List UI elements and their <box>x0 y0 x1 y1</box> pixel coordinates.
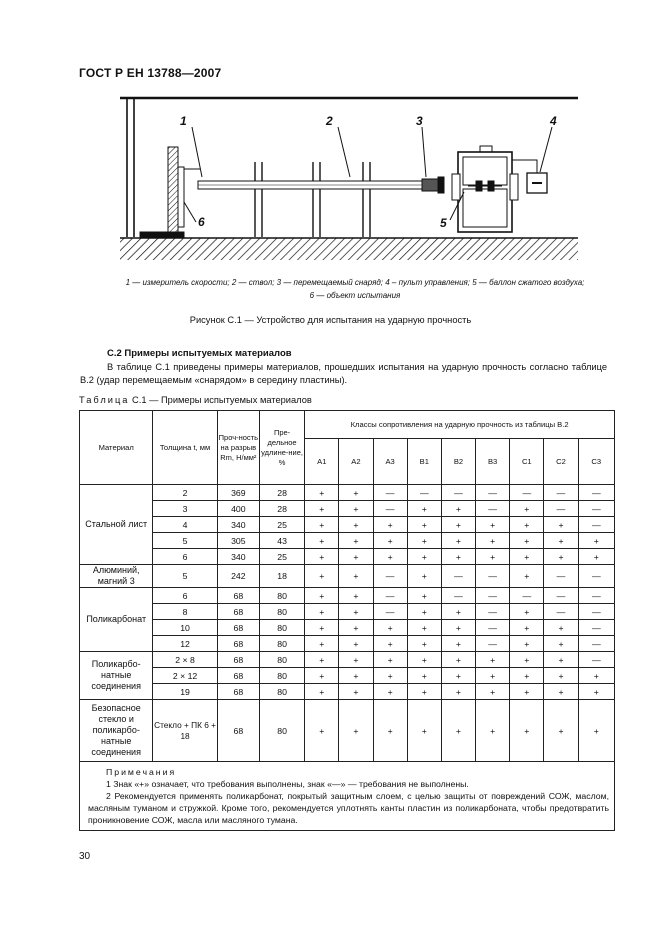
class-result-cell: + <box>373 700 407 762</box>
class-result-cell: + <box>373 517 407 533</box>
class-result-cell: + <box>441 684 475 700</box>
class-result-cell: + <box>407 668 441 684</box>
header-class-c1 <box>510 439 544 485</box>
class-result-cell: + <box>441 652 475 668</box>
elongation-cell: 80 <box>259 604 304 620</box>
class-result-cell: — <box>476 501 510 517</box>
class-result-cell: + <box>441 700 475 762</box>
strength-cell: 305 <box>217 533 259 549</box>
class-result-cell: + <box>305 604 339 620</box>
class-result-cell: + <box>441 636 475 652</box>
class-result-cell: — <box>407 485 441 501</box>
class-result-cell: + <box>510 700 544 762</box>
table-caption-text: С.1 — Примеры испытуемых материалов <box>129 395 312 405</box>
table-row <box>80 501 615 517</box>
header-classes: Классы сопротивления на ударную прочность из таблицы В.2 <box>305 411 615 439</box>
class-result-cell: — <box>373 565 407 588</box>
thickness-cell: 6 <box>153 588 217 604</box>
class-result-cell: + <box>441 604 475 620</box>
header-material: Материал <box>80 411 153 485</box>
class-result-cell: + <box>305 517 339 533</box>
class-result-cell: — <box>373 485 407 501</box>
class-result-cell: + <box>305 620 339 636</box>
callout-4: 4 <box>550 114 557 128</box>
class-result-cell: + <box>544 517 578 533</box>
strength-cell: 369 <box>217 485 259 501</box>
class-result-cell: + <box>339 485 373 501</box>
callout-1: 1 <box>180 114 187 128</box>
strength-cell: 68 <box>217 604 259 620</box>
callout-6: 6 <box>198 215 205 229</box>
class-result-cell: + <box>305 565 339 588</box>
table-caption-prefix: Таблица <box>79 395 130 405</box>
elongation-cell: 28 <box>259 501 304 517</box>
class-label: B1 <box>419 456 429 466</box>
thickness-cell: 6 <box>153 549 217 565</box>
table-body <box>80 485 615 762</box>
thickness-cell: 4 <box>153 517 217 533</box>
class-result-cell: + <box>578 700 614 762</box>
class-result-cell: + <box>339 588 373 604</box>
class-result-cell: + <box>339 565 373 588</box>
strength-cell: 68 <box>217 620 259 636</box>
elongation-cell: 25 <box>259 517 304 533</box>
class-result-cell: — <box>544 501 578 517</box>
projectile <box>422 179 438 191</box>
class-result-cell: + <box>476 549 510 565</box>
class-result-cell: — <box>544 588 578 604</box>
class-result-cell: — <box>476 485 510 501</box>
table-row <box>80 668 615 684</box>
class-result-cell: + <box>339 636 373 652</box>
strength-cell: 340 <box>217 517 259 533</box>
elongation-cell: 18 <box>259 565 304 588</box>
table-row <box>80 549 615 565</box>
thickness-cell: 5 <box>153 565 217 588</box>
thickness-cell: 2 × 8 <box>153 652 217 668</box>
strength-cell: 68 <box>217 700 259 762</box>
header-thickness: Толщина t, мм <box>153 411 217 485</box>
figure-caption: Рисунок С.1 — Устройство для испытания на ударную прочность <box>189 315 472 325</box>
elongation-cell: 80 <box>259 636 304 652</box>
class-result-cell: + <box>339 668 373 684</box>
class-result-cell: — <box>373 588 407 604</box>
class-result-cell: + <box>339 652 373 668</box>
class-result-cell: — <box>578 636 614 652</box>
class-result-cell: — <box>578 604 614 620</box>
ground-hatch <box>120 238 578 260</box>
class-result-cell: + <box>305 684 339 700</box>
class-result-cell: + <box>373 684 407 700</box>
elongation-cell: 80 <box>259 588 304 604</box>
class-result-cell: + <box>544 636 578 652</box>
class-result-cell: + <box>407 620 441 636</box>
thickness-cell: 5 <box>153 533 217 549</box>
class-result-cell: + <box>441 668 475 684</box>
material-cell: Безопасное стекло и поликарбо-натные соединения <box>80 700 153 762</box>
class-result-cell: — <box>441 588 475 604</box>
class-result-cell: — <box>441 485 475 501</box>
class-result-cell: — <box>578 652 614 668</box>
class-result-cell: — <box>544 485 578 501</box>
table-row <box>80 565 615 588</box>
class-result-cell: + <box>510 604 544 620</box>
table-row <box>80 684 615 700</box>
class-result-cell: + <box>544 549 578 565</box>
class-label: B3 <box>487 456 498 466</box>
class-result-cell: + <box>339 604 373 620</box>
class-result-cell: — <box>373 604 407 620</box>
table-row <box>80 700 615 762</box>
class-result-cell: + <box>510 501 544 517</box>
class-result-cell: + <box>407 700 441 762</box>
note-2: 2 Рекомендуется применять поликарбонат, покрытый защитным слоем, с целью защиты от повреждений СОЖ, маслом, масляным туманом и стружкой. Кроме того, рекомендуется уплотнять канты пластин из поликарбоната, чтобы предотвратить проникновение СОЖ, масла или масляного тумана. <box>88 791 609 825</box>
legend-line-2: 6 — объект испытания <box>309 291 401 300</box>
thickness-cell: Стекло + ПК 6 + 18 <box>153 700 217 762</box>
class-result-cell: — <box>476 565 510 588</box>
class-result-cell: — <box>476 636 510 652</box>
class-result-cell: — <box>578 501 614 517</box>
table-caption <box>79 395 312 405</box>
class-result-cell: — <box>578 565 614 588</box>
class-result-cell: + <box>510 652 544 668</box>
impact-test-figure <box>100 92 600 262</box>
thickness-cell: 10 <box>153 620 217 636</box>
table-notes <box>80 762 615 831</box>
class-result-cell: + <box>305 700 339 762</box>
class-result-cell: + <box>544 668 578 684</box>
class-result-cell: — <box>578 517 614 533</box>
table-row <box>80 620 615 636</box>
table-row <box>80 517 615 533</box>
header-class-b1 <box>407 439 441 485</box>
class-result-cell: + <box>441 533 475 549</box>
section-title: С.2 Примеры испытуемых материалов <box>107 348 292 359</box>
strength-cell: 68 <box>217 652 259 668</box>
class-result-cell: + <box>407 565 441 588</box>
class-result-cell: — <box>476 604 510 620</box>
table-row <box>80 636 615 652</box>
class-label: C2 <box>556 456 566 466</box>
class-result-cell: + <box>578 684 614 700</box>
strength-cell: 400 <box>217 501 259 517</box>
callout-5: 5 <box>440 216 447 230</box>
material-cell: Поликарбонат <box>80 588 153 652</box>
class-result-cell: + <box>544 533 578 549</box>
class-result-cell: + <box>339 700 373 762</box>
class-result-cell: + <box>339 549 373 565</box>
test-object-stand <box>168 147 178 237</box>
class-result-cell: + <box>305 533 339 549</box>
elongation-cell: 80 <box>259 652 304 668</box>
class-result-cell: + <box>441 517 475 533</box>
class-result-cell: — <box>476 620 510 636</box>
callout-3: 3 <box>416 114 423 128</box>
class-result-cell: + <box>407 501 441 517</box>
class-result-cell: + <box>407 533 441 549</box>
class-result-cell: + <box>305 636 339 652</box>
class-label: C3 <box>591 456 602 466</box>
standard-header: ГОСТ Р ЕН 13788—2007 <box>79 66 222 80</box>
class-result-cell: + <box>476 533 510 549</box>
class-label: C1 <box>521 456 532 466</box>
strength-cell: 68 <box>217 636 259 652</box>
class-result-cell: + <box>544 620 578 636</box>
class-result-cell: + <box>305 485 339 501</box>
figure-legend <box>60 276 650 302</box>
elongation-cell: 80 <box>259 684 304 700</box>
strength-cell: 340 <box>217 549 259 565</box>
class-result-cell: + <box>578 533 614 549</box>
class-result-cell: — <box>544 565 578 588</box>
thickness-cell: 2 <box>153 485 217 501</box>
class-result-cell: + <box>578 668 614 684</box>
page-number: 30 <box>79 851 91 862</box>
material-cell: Поликарбо-натные соединения <box>80 652 153 700</box>
elongation-cell: 28 <box>259 485 304 501</box>
class-result-cell: — <box>544 604 578 620</box>
notes-heading: Примечания <box>106 767 177 777</box>
class-result-cell: + <box>339 620 373 636</box>
class-result-cell: — <box>510 485 544 501</box>
class-result-cell: + <box>476 517 510 533</box>
class-result-cell: — <box>373 501 407 517</box>
note-1: 1 Знак «+» означает, что требования выполнены, знак «—» — требования не выполнены. <box>106 779 469 789</box>
class-result-cell: + <box>305 549 339 565</box>
class-result-cell: + <box>305 652 339 668</box>
header-strength: Проч-ность на разрыв Rm, Н/мм² <box>217 411 259 485</box>
strength-cell: 68 <box>217 684 259 700</box>
class-result-cell: + <box>305 588 339 604</box>
class-result-cell: + <box>407 636 441 652</box>
table-row <box>80 604 615 620</box>
class-result-cell: + <box>407 517 441 533</box>
class-result-cell: — <box>578 588 614 604</box>
class-result-cell: — <box>578 485 614 501</box>
class-result-cell: + <box>510 684 544 700</box>
class-result-cell: + <box>441 620 475 636</box>
header-elongation: Пре-дельное удлине-ние, % <box>259 411 304 485</box>
class-label: B2 <box>453 456 464 466</box>
class-result-cell: + <box>373 533 407 549</box>
class-result-cell: + <box>407 588 441 604</box>
thickness-cell: 12 <box>153 636 217 652</box>
class-result-cell: — <box>476 588 510 604</box>
class-result-cell: + <box>373 620 407 636</box>
class-result-cell: — <box>441 565 475 588</box>
class-label: A1 <box>317 456 327 466</box>
elongation-cell: 80 <box>259 668 304 684</box>
class-result-cell: + <box>544 652 578 668</box>
callout-2: 2 <box>326 114 333 128</box>
thickness-cell: 2 × 12 <box>153 668 217 684</box>
elongation-cell: 43 <box>259 533 304 549</box>
class-result-cell: + <box>373 668 407 684</box>
class-result-cell: + <box>407 604 441 620</box>
class-result-cell: + <box>510 565 544 588</box>
class-result-cell: + <box>373 549 407 565</box>
class-result-cell: + <box>578 549 614 565</box>
header-class-b3 <box>476 439 510 485</box>
strength-cell: 68 <box>217 668 259 684</box>
class-result-cell: + <box>510 620 544 636</box>
section-paragraph: В таблице С.1 приведены примеры материалов, прошедших испытания на ударную прочность согласно таблице В.2 (удар перемещаемым «снарядом» в середину пластины). <box>80 362 607 385</box>
class-result-cell: + <box>339 501 373 517</box>
class-result-cell: + <box>441 501 475 517</box>
thickness-cell: 3 <box>153 501 217 517</box>
class-result-cell: + <box>305 668 339 684</box>
class-result-cell: + <box>339 517 373 533</box>
elongation-cell: 80 <box>259 620 304 636</box>
header-class-c2 <box>544 439 578 485</box>
class-result-cell: + <box>476 652 510 668</box>
class-result-cell: + <box>476 684 510 700</box>
class-result-cell: + <box>305 501 339 517</box>
header-class-a3 <box>373 439 407 485</box>
header-class-c3 <box>578 439 614 485</box>
class-result-cell: — <box>578 620 614 636</box>
legend-line-1: 1 — измеритель скорости; 2 — ствол; 3 — перемещаемый снаряд; 4 – пульт управления; 5 — баллон сжатого воздуха; <box>125 278 585 287</box>
thickness-cell: 8 <box>153 604 217 620</box>
header-class-a1 <box>305 439 339 485</box>
material-cell: Алюминий, магний 3 <box>80 565 153 588</box>
header-class-b2 <box>441 439 475 485</box>
class-label: A3 <box>385 456 395 466</box>
materials-table <box>79 410 615 831</box>
table-row <box>80 652 615 668</box>
class-result-cell: + <box>441 549 475 565</box>
class-result-cell: + <box>476 700 510 762</box>
class-result-cell: + <box>476 668 510 684</box>
class-result-cell: + <box>510 636 544 652</box>
thickness-cell: 19 <box>153 684 217 700</box>
class-result-cell: + <box>510 668 544 684</box>
class-result-cell: + <box>510 533 544 549</box>
header-class-a2 <box>339 439 373 485</box>
class-result-cell: + <box>339 533 373 549</box>
class-result-cell: + <box>373 636 407 652</box>
class-result-cell: + <box>407 549 441 565</box>
class-result-cell: + <box>544 684 578 700</box>
table-row <box>80 485 615 501</box>
class-result-cell: + <box>407 684 441 700</box>
elongation-cell: 80 <box>259 700 304 762</box>
material-cell: Стальной лист <box>80 485 153 565</box>
class-result-cell: + <box>373 652 407 668</box>
elongation-cell: 25 <box>259 549 304 565</box>
class-result-cell: + <box>339 684 373 700</box>
class-result-cell: + <box>544 700 578 762</box>
stand-base <box>140 232 184 238</box>
table-row <box>80 588 615 604</box>
strength-cell: 242 <box>217 565 259 588</box>
strength-cell: 68 <box>217 588 259 604</box>
class-result-cell: + <box>407 652 441 668</box>
class-result-cell: — <box>510 588 544 604</box>
table-row <box>80 533 615 549</box>
class-result-cell: + <box>510 549 544 565</box>
class-result-cell: + <box>510 517 544 533</box>
class-label: A2 <box>351 456 361 466</box>
